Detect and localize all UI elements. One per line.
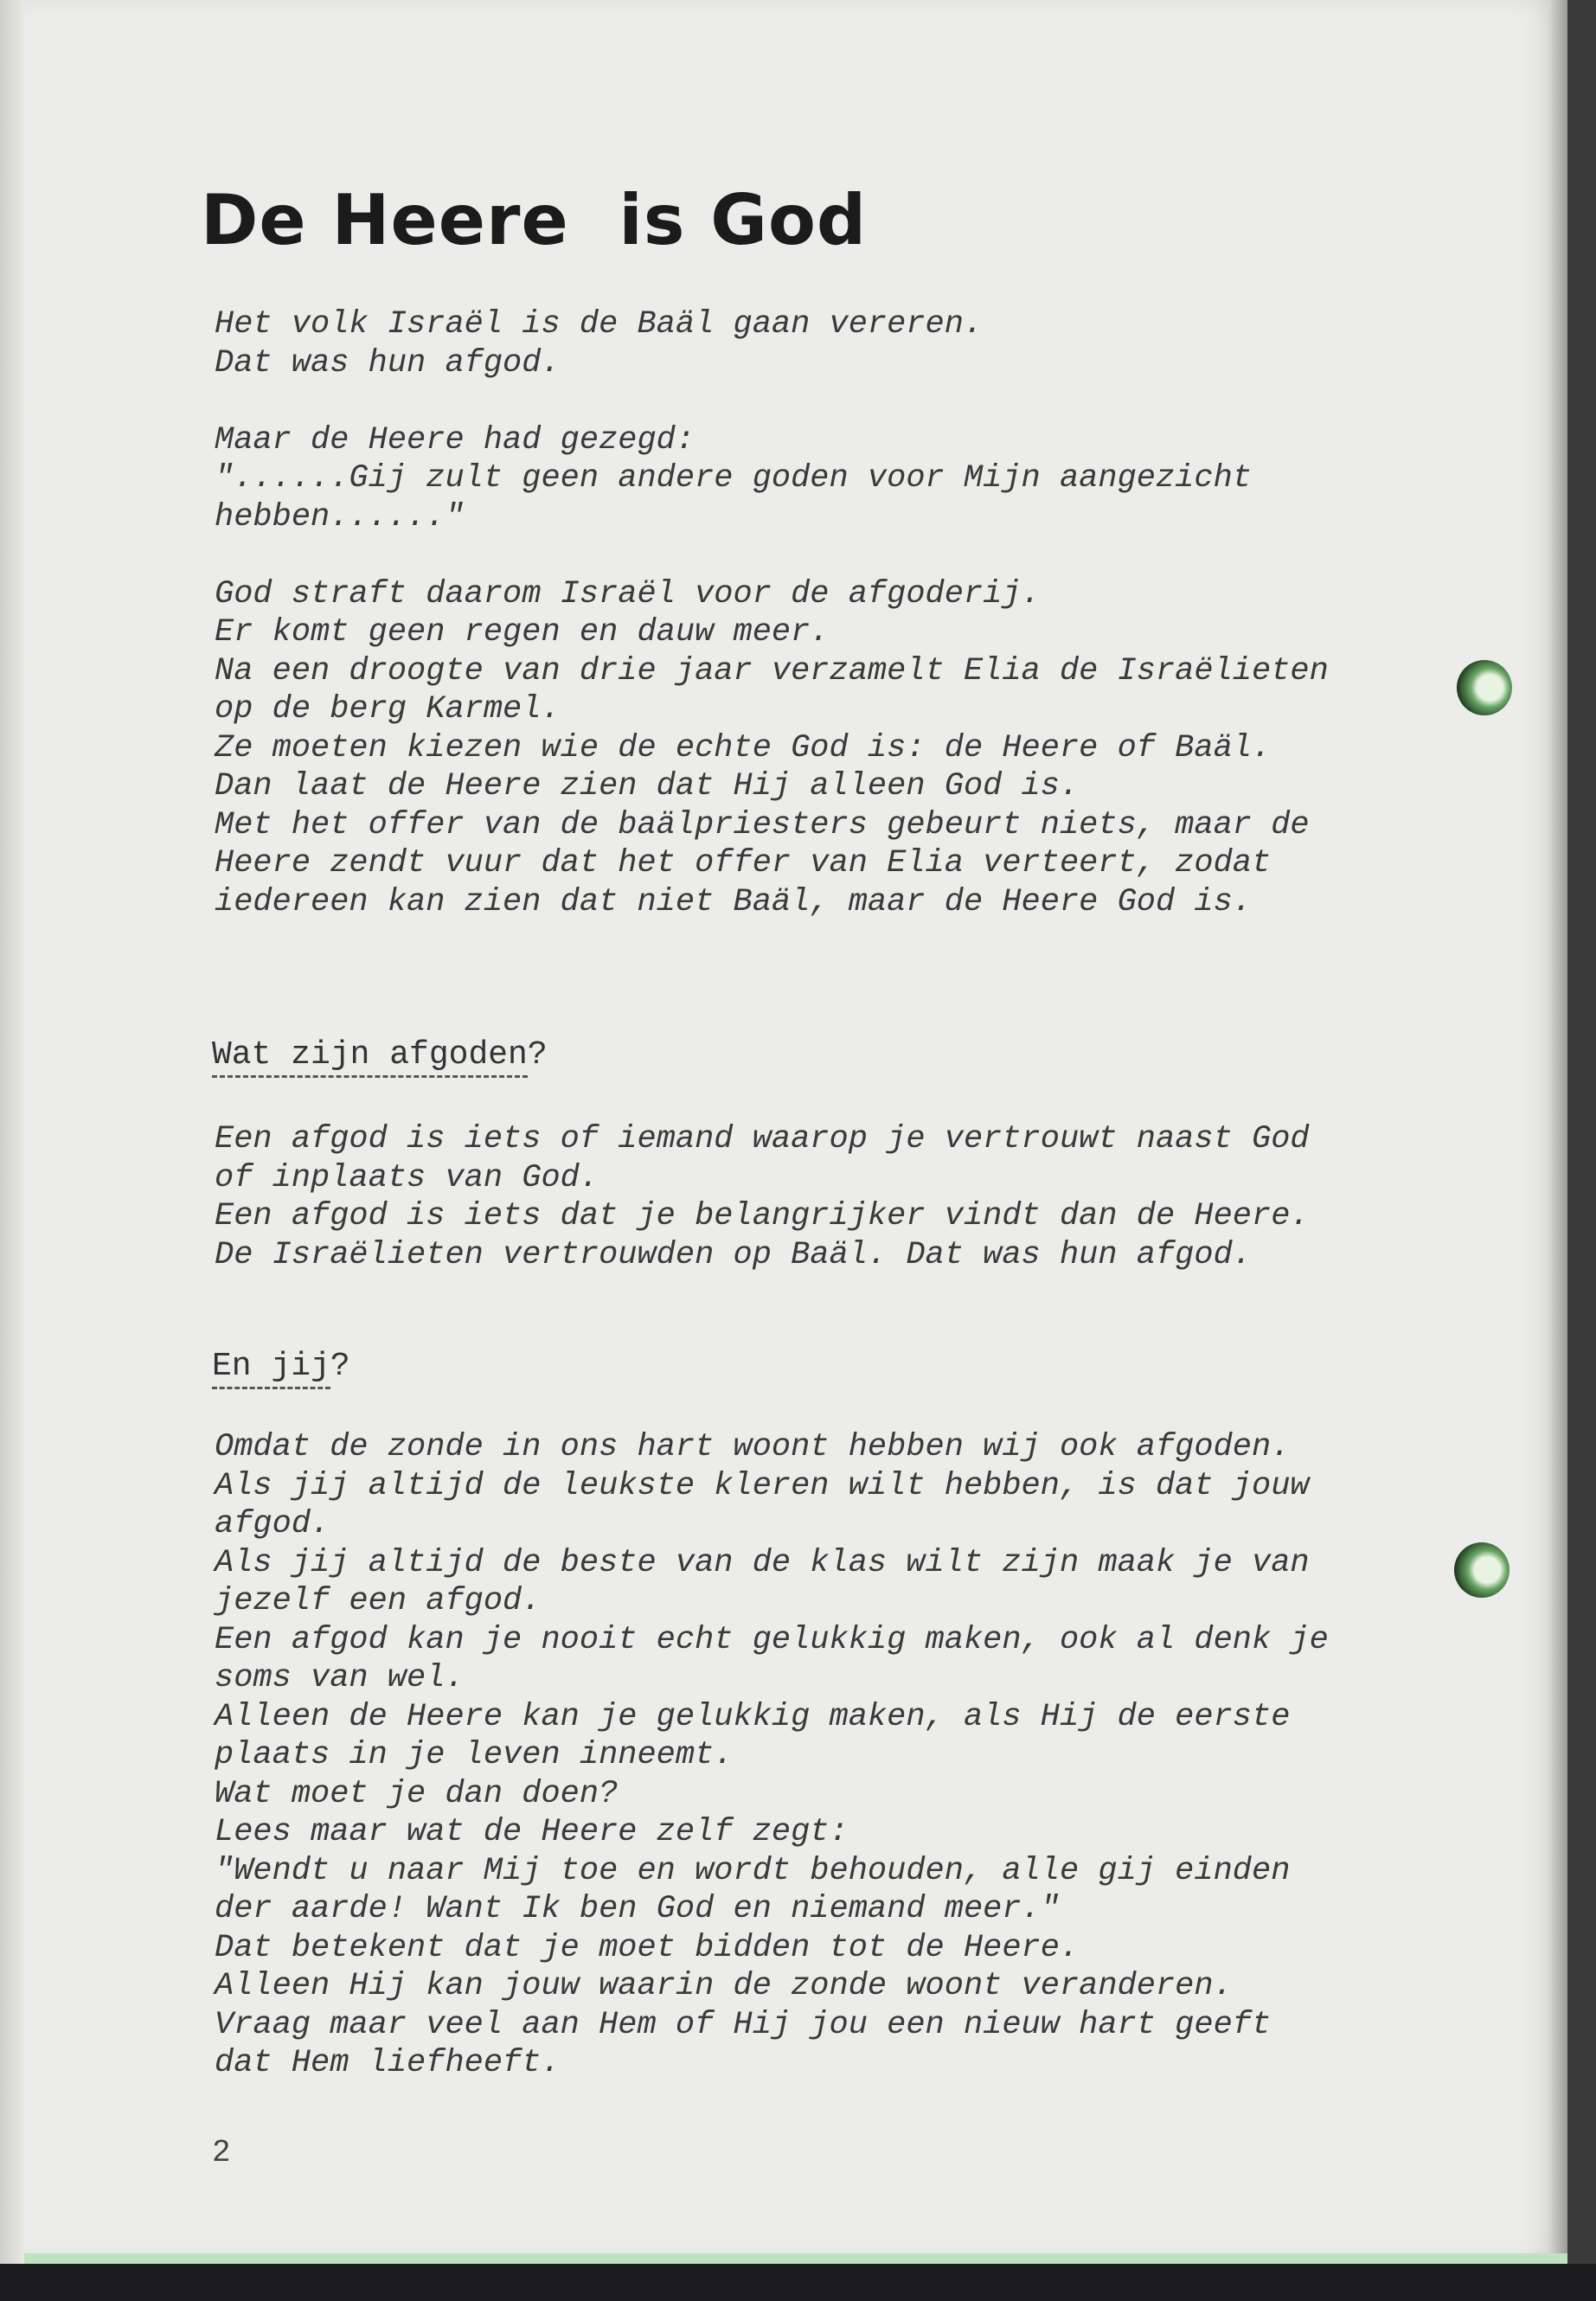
text-line: Er komt geen regen en dauw meer. — [215, 614, 830, 651]
text-line: Het volk Israël is de Baäl gaan vereren. — [215, 306, 984, 343]
text-line: De Israëlieten vertrouwden op Baäl. Dat was hun afgod. — [215, 1236, 1252, 1273]
text-line: soms van wel. — [215, 1660, 465, 1696]
text-line: der aarde! Want Ik ben God en niemand meer." — [215, 1891, 1060, 1927]
text-line: iedereen kan zien dat niet Baäl, maar de Heere God is. — [215, 883, 1252, 920]
text-line: Als jij altijd de leukste kleren wilt hebben, is dat jouw — [215, 1467, 1310, 1504]
text-line: "......Gij zult geen andere goden voor Mijn aangezicht — [215, 460, 1252, 497]
page-title: De Heere is God — [201, 180, 868, 260]
text-line: of inplaats van God. — [215, 1159, 599, 1196]
text-line: Na een droogte van drie jaar verzamelt Elia de Israëlieten — [215, 652, 1329, 689]
section-heading-mark: ? — [330, 1348, 350, 1385]
text-line: Dat betekent dat je moet bidden tot de Heere. — [215, 1929, 1080, 1966]
text-line: Vraag maar veel aan Hem of Hij jou een nieuw hart geeft — [215, 2006, 1272, 2043]
scan-left-margin — [0, 0, 24, 2301]
text-line: Dat was hun afgod. — [215, 344, 561, 381]
page-edge-shadow — [1548, 0, 1567, 2259]
punch-hole-bottom — [1454, 1542, 1509, 1598]
text-line: dat Hem liefheeft. — [215, 2045, 561, 2081]
intro-text — [215, 305, 1356, 921]
text-line: afgod. — [215, 1506, 330, 1542]
text-line: Omdat de zonde in ons hart woont hebben wij ook afgoden. — [215, 1429, 1291, 1465]
text-line: jezelf een afgod. — [215, 1583, 542, 1619]
text-line: Maar de Heere had gezegd: — [215, 421, 695, 458]
scanner-bottom-band — [0, 2264, 1596, 2301]
text-line — [215, 382, 1356, 421]
text-line: plaats in je leven inneemt. — [215, 1737, 734, 1773]
section-heading-en-jij — [212, 1348, 350, 1385]
text-line: Een afgod is iets dat je belangrijker vindt dan de Heere. — [215, 1198, 1310, 1234]
section-heading-text: En jij — [212, 1348, 330, 1389]
text-line: op de berg Karmel. — [215, 691, 561, 727]
text-line: Met het offer van de baälpriesters gebeurt niets, maar de — [215, 806, 1310, 843]
text-line: Een afgod is iets of iemand waarop je vertrouwt naast God — [215, 1121, 1310, 1157]
text-line: Ze moeten kiezen wie de echte God is: de Heere of Baäl. — [215, 729, 1272, 766]
text-line: Dan laat de Heere zien dat Hij alleen God is. — [215, 768, 1080, 804]
section2-text — [215, 1428, 1356, 2083]
punch-hole-top — [1457, 660, 1512, 715]
page-number: 2 — [212, 2135, 231, 2170]
text-line: Alleen Hij kan jouw waarin de zonde woont veranderen. — [215, 1968, 1233, 2004]
text-line: Als jij altijd de beste van de klas wilt zijn maak je van — [215, 1544, 1310, 1581]
text-line: hebben......" — [215, 498, 465, 535]
text-line: Lees maar wat de Heere zelf zegt: — [215, 1814, 849, 1850]
section-heading-text: Wat zijn afgoden — [212, 1036, 528, 1078]
section-heading-afgoden — [212, 1036, 548, 1074]
section-heading-mark: ? — [527, 1036, 548, 1074]
text-line: Heere zendt vuur dat het offer van Elia verteert, zodat — [215, 845, 1272, 881]
text-line: Alleen de Heere kan je gelukkig maken, als Hij de eerste — [215, 1698, 1291, 1735]
text-line: God straft daarom Israël voor de afgoderij. — [215, 575, 1041, 612]
text-line: "Wendt u naar Mij toe en wordt behouden, alle gij einden — [215, 1852, 1291, 1889]
text-line: Een afgod kan je nooit echt gelukkig maken, ook al denk je — [215, 1621, 1329, 1658]
text-line — [215, 536, 1356, 575]
green-page-strip — [24, 2253, 1567, 2264]
section1-text — [215, 1120, 1356, 1274]
text-line: Wat moet je dan doen? — [215, 1775, 619, 1812]
